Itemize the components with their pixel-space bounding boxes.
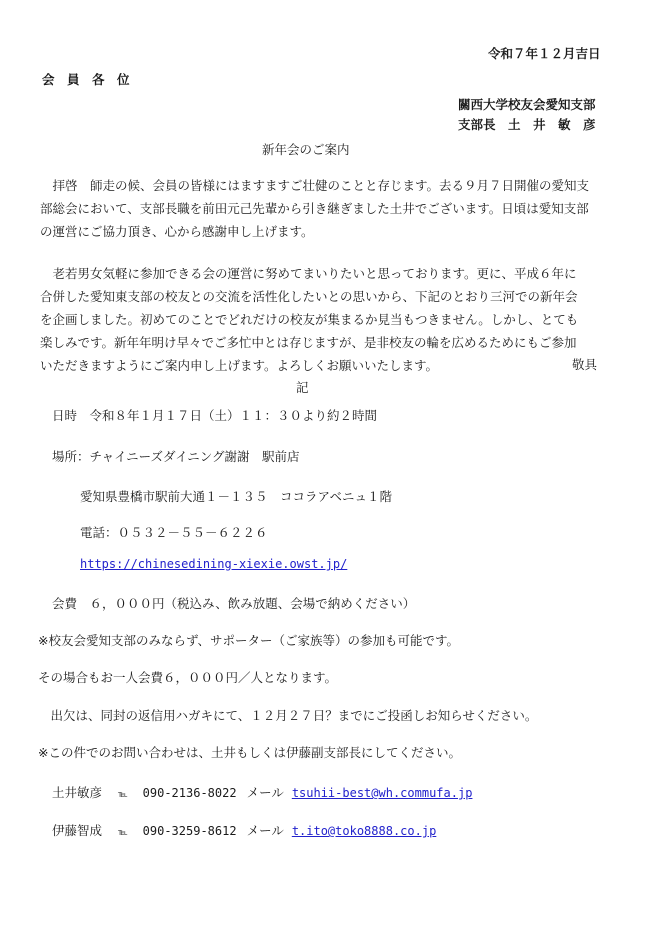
- contact-email-link[interactable]: t.ito@toko8888.co.jp: [291, 824, 437, 838]
- paragraph-line: を企画しました。初めてのことでどれだけの校友が集まるか見当もつきません。しかし、とても: [40, 312, 579, 327]
- recipient-line: 会 員 各 位: [42, 72, 130, 87]
- event-address: 愛知県豊橋市駅前大通１－１３５ ココラアベニュ１階: [80, 489, 393, 504]
- event-datetime: 日時 令和８年１月１７日（土）１１：３０より約２時間: [52, 408, 378, 423]
- tel-label: ℡: [118, 828, 127, 838]
- event-fee: 会費 ６，０００円（税込み、飲み放題、会場で納めください）: [52, 596, 416, 611]
- contact-name: 伊藤智成: [52, 823, 103, 838]
- supporters-note: ※校友会愛知支部のみならず、サポーター（ご家族等）の参加も可能です。: [38, 633, 459, 648]
- paragraph-line: 拝啓 師走の候、会員の皆様にはますますご壮健のことと存じます。去る９月７日開催の愛知支: [40, 178, 590, 193]
- paragraph-line: 部総会において、支部長職を前田元己先輩から引き継ぎました土井でございます。日頃は愛知支部: [40, 201, 589, 216]
- inquiry-note: ※この件でのお問い合わせは、土井もしくは伊藤副支部長にしてください。: [38, 745, 461, 760]
- tel-label: ℡: [118, 790, 127, 800]
- paragraph-line: 老若男女気軽に参加できる会の運営に努めてまいりたいと思っております。更に、平成６年に: [40, 266, 577, 281]
- paragraph-line: の運営にご協力頂き、心から感謝申し上げます。: [40, 224, 314, 239]
- page-title: 新年会のご案内: [262, 142, 350, 157]
- contact-phone: 090-2136-8022: [142, 786, 237, 800]
- contact-row: [52, 821, 436, 839]
- greeting-paragraph: [40, 174, 620, 243]
- sender-organization: 關西大学校友会愛知支部: [458, 97, 596, 112]
- event-phone: 電話：０５３２－５５－６２２６: [80, 525, 268, 540]
- contact-name: 土井敏彦: [52, 785, 103, 800]
- mail-label: メール: [246, 785, 284, 800]
- contact-phone: 090-3259-8612: [142, 824, 237, 838]
- document-date: 令和７年１２月吉日: [488, 46, 601, 61]
- notice-heading: 記: [296, 380, 309, 395]
- venue-website-link[interactable]: https://chinesedining-xiexie.owst.jp/: [80, 557, 348, 571]
- closing-word: 敬具: [572, 357, 598, 372]
- event-place: 場所：チャイニーズダイニング謝謝 駅前店: [52, 449, 300, 464]
- rsvp-note: 出欠は、同封の返信用ハガキにて、１２月２７日？までにご投函しお知らせください。: [38, 708, 538, 723]
- fee-note: その場合もお一人会費６，０００円／人となります。: [38, 670, 338, 685]
- paragraph-line: 合併した愛知東支部の校友との交流を活性化したいとの思いから、下記のとおり三河での新年会: [40, 289, 578, 304]
- contact-email-link[interactable]: tsuhii-best@wh.commufa.jp: [291, 786, 473, 800]
- purpose-paragraph: [40, 262, 620, 377]
- mail-label: メール: [246, 823, 284, 838]
- contact-row: [52, 783, 472, 801]
- paragraph-line: 楽しみです。新年年明け早々でご多忙中とは存じますが、是非校友の輪を広めるためにもご参加: [40, 335, 577, 350]
- paragraph-line: いただきますようにご案内申し上げます。よろしくお願いいたします。: [40, 358, 439, 373]
- sender-name: 支部長 土 井 敏 彦: [458, 117, 596, 132]
